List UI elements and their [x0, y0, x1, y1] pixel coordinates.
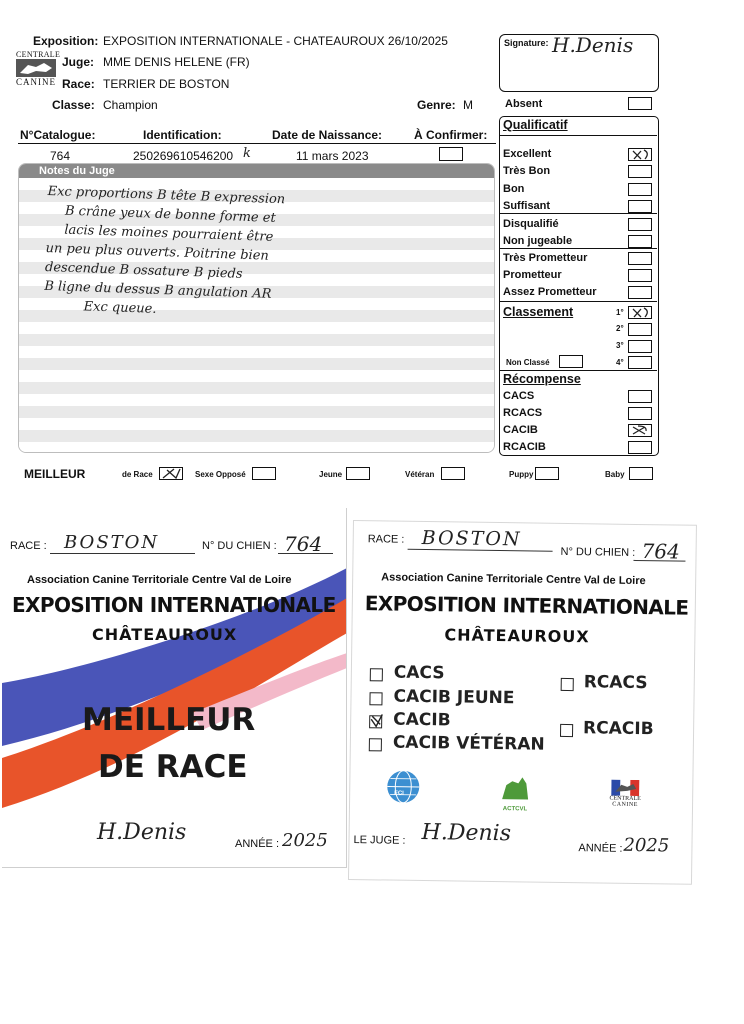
- qualif-bon-checkbox[interactable]: [628, 183, 652, 196]
- recomp-cacib-checkbox[interactable]: [628, 424, 652, 437]
- judge-signature: H.Denis: [552, 33, 634, 57]
- opt-rcacs-label: RCACS: [583, 672, 648, 694]
- dog-silhouette-icon: [498, 775, 532, 801]
- qualif-disqualifie-label: Disqualifié: [503, 218, 559, 230]
- opt-rcacib-label: RCACIB: [582, 718, 654, 740]
- tricolor-ribbon: [2, 508, 347, 868]
- recomp-cacs-checkbox[interactable]: [628, 390, 652, 403]
- card2-race-label: RACE :: [367, 533, 405, 546]
- recompense-title: Récompense: [503, 372, 581, 386]
- meilleur-baby-checkbox[interactable]: [629, 467, 653, 480]
- qualif-suffisant-checkbox[interactable]: [628, 200, 652, 213]
- recompense-card: [348, 520, 697, 885]
- place-4-checkbox[interactable]: [628, 356, 652, 369]
- qualif-tres-bon-checkbox[interactable]: [628, 165, 652, 178]
- qualif-suffisant-label: Suffisant: [503, 200, 551, 212]
- card1-award-line1: MEILLEUR: [82, 702, 256, 738]
- centrale-canine-logo: CENTRALE CANINE: [605, 780, 645, 815]
- card2-juge-signature: H.Denis: [421, 819, 512, 847]
- recomp-rcacs-checkbox[interactable]: [628, 407, 652, 420]
- card2-city: CHÂTEAUROUX: [444, 625, 590, 647]
- card1-annee-label: ANNÉE :: [235, 838, 280, 850]
- panel-divider: [500, 213, 657, 214]
- non-classe-checkbox[interactable]: [559, 355, 583, 368]
- centrale-canine-logo: CENTRALE CANINE: [16, 50, 61, 87]
- place-3-label: 3°: [616, 341, 624, 350]
- dog-head-icon: [16, 59, 56, 77]
- signature-label: Signature:: [504, 38, 549, 48]
- place-4-label: 4°: [616, 358, 624, 367]
- exposition-label: Exposition:: [33, 34, 99, 48]
- card2-chien-value: 764: [641, 539, 680, 564]
- qualif-tres-prometteur-checkbox[interactable]: [628, 252, 652, 265]
- recomp-rcacs-label: RCACS: [503, 407, 543, 419]
- classe-value: Champion: [103, 98, 158, 112]
- notes-handwriting: [43, 182, 487, 330]
- note-line: Exc proportions B tête B expression: [47, 183, 286, 208]
- card1-juge-label: LE JUGE :: [10, 838, 62, 850]
- opt-cacib-veteran-checkbox[interactable]: [369, 738, 382, 751]
- card2-chien-label: N° DU CHIEN :: [560, 545, 636, 559]
- card1-city: CHÂTEAUROUX: [92, 625, 238, 644]
- meilleur-jeune-checkbox[interactable]: [346, 467, 370, 480]
- genre-value: M: [463, 98, 473, 112]
- qualif-tres-bon-label: Très Bon: [503, 165, 551, 177]
- race-value: TERRIER DE BOSTON: [103, 77, 230, 91]
- check-mark-icon: [369, 713, 384, 728]
- qualif-non-jugeable-checkbox[interactable]: [628, 235, 652, 248]
- place-1-checkbox[interactable]: [628, 306, 652, 319]
- table-rule: [18, 143, 496, 144]
- card1-title: EXPOSITION INTERNATIONALE: [12, 593, 336, 617]
- card1-annee-value: 2025: [282, 830, 328, 851]
- race-label: Race:: [62, 77, 95, 91]
- recomp-cacib-label: CACIB: [503, 424, 538, 436]
- opt-cacib-label: CACIB: [393, 709, 451, 731]
- opt-rcacs-checkbox[interactable]: [561, 678, 574, 691]
- juge-label: Juge:: [62, 55, 95, 69]
- naissance-value: 11 mars 2023: [296, 149, 369, 163]
- recomp-rcacib-label: RCACIB: [503, 441, 546, 453]
- meilleur-jeune-label: Jeune: [319, 470, 343, 479]
- note-line: B crâne yeux de bonne forme et: [64, 203, 276, 226]
- card1-race-line: [50, 553, 195, 554]
- notes-title: Notes du Juge: [19, 164, 494, 178]
- qualif-excellent-label: Excellent: [503, 148, 552, 160]
- place-2-label: 2°: [616, 324, 624, 333]
- card1-chien-value: 764: [284, 532, 323, 556]
- card1-race-value: BOSTON: [64, 532, 160, 553]
- absent-label: Absent: [505, 98, 543, 110]
- check-mark-icon: [629, 307, 651, 318]
- meilleur-sexe-label: Sexe Opposé: [195, 470, 246, 479]
- meilleur-puppy-checkbox[interactable]: [535, 467, 559, 480]
- qualif-disqualifie-checkbox[interactable]: [628, 218, 652, 231]
- place-1-label: 1°: [616, 308, 624, 317]
- qualificatif-title: Qualificatif: [503, 118, 568, 132]
- qualif-assez-prometteur-label: Assez Prometteur: [503, 286, 597, 298]
- naissance-header: Date de Naissance:: [272, 128, 383, 142]
- panel-divider: [500, 370, 657, 371]
- meilleur-baby-label: Baby: [605, 470, 625, 479]
- confirmer-header: À Confirmer:: [414, 128, 488, 142]
- card2-annee-label: ANNÉE :: [578, 842, 623, 855]
- opt-rcacib-checkbox[interactable]: [560, 724, 573, 737]
- card1-chien-label: N° DU CHIEN :: [202, 540, 277, 552]
- opt-cacs-label: CACS: [393, 662, 445, 684]
- opt-cacs-checkbox[interactable]: [370, 668, 383, 681]
- meilleur-puppy-label: Puppy: [509, 470, 534, 479]
- flag-dog-icon: [611, 780, 639, 796]
- meilleur-race-label: de Race: [122, 470, 153, 479]
- globe-icon: [386, 769, 420, 803]
- identification-header: Identification:: [143, 128, 222, 142]
- panel-divider: [500, 301, 657, 302]
- card1-juge-signature: H.Denis: [97, 820, 187, 845]
- meilleur-sexe-checkbox[interactable]: [252, 467, 276, 480]
- card2-annee-value: 2025: [623, 834, 670, 857]
- identification-value: 250269610546200: [133, 149, 234, 163]
- meilleur-veteran-label: Vétéran: [405, 470, 435, 479]
- qualif-tres-prometteur-label: Très Prometteur: [503, 252, 588, 264]
- place-3-checkbox[interactable]: [628, 340, 652, 353]
- meilleur-race-checkbox[interactable]: [159, 467, 183, 480]
- check-mark-icon: [160, 468, 182, 479]
- qualif-prometteur-checkbox[interactable]: [628, 269, 652, 282]
- scoring-panel: [499, 116, 659, 456]
- recomp-cacs-label: CACS: [503, 390, 535, 402]
- non-classe-label: Non Classé: [506, 358, 550, 367]
- id-checkmark: k: [243, 146, 251, 161]
- catalogue-header: N°Catalogue:: [20, 128, 96, 142]
- genre-label: Genre:: [417, 98, 456, 112]
- note-line: Exc queue.: [83, 299, 157, 317]
- juge-value: MME DENIS HELENE (FR): [103, 55, 250, 69]
- fci-logo: FCI: [386, 769, 420, 803]
- note-line: lacis les moines pourraient être: [64, 222, 274, 245]
- classe-label: Classe:: [52, 98, 95, 112]
- meilleur-de-race-card: [2, 508, 347, 868]
- panel-divider: [500, 248, 657, 249]
- qualif-non-jugeable-label: Non jugeable: [503, 235, 573, 247]
- card1-chien-line: [278, 553, 333, 554]
- opt-cacib-checkbox[interactable]: [369, 715, 382, 728]
- meilleur-veteran-checkbox[interactable]: [441, 467, 465, 480]
- card2-title: EXPOSITION INTERNATIONALE: [364, 591, 689, 620]
- panel-divider: [500, 135, 657, 136]
- card1-association: Association Canine Territoriale Centre Val de Loire: [27, 574, 292, 586]
- signature-box: [499, 34, 659, 92]
- card1-race-label: RACE :: [10, 540, 47, 552]
- place-2-checkbox[interactable]: [628, 323, 652, 336]
- card2-race-value: BOSTON: [421, 526, 522, 551]
- catalogue-value: 764: [50, 149, 71, 163]
- opt-cacib-jeune-checkbox[interactable]: [369, 692, 382, 705]
- qualif-bon-label: Bon: [503, 183, 525, 195]
- qualif-assez-prometteur-checkbox[interactable]: [628, 286, 652, 299]
- opt-cacib-veteran-label: CACIB VÉTÉRAN: [392, 732, 545, 755]
- recomp-rcacib-checkbox[interactable]: [628, 441, 652, 454]
- actcvl-logo: ACTCVL: [498, 775, 532, 809]
- check-mark-icon: [629, 425, 651, 436]
- note-line: descendue B ossature B pieds: [44, 259, 243, 282]
- card1-award-line2: DE RACE: [98, 749, 248, 785]
- exposition-value: EXPOSITION INTERNATIONALE - CHATEAUROUX 26/10/2025: [103, 34, 448, 48]
- note-line: B ligne du dessus B angulation AR: [44, 278, 272, 302]
- qualif-excellent-checkbox[interactable]: [628, 148, 652, 161]
- qualif-prometteur-label: Prometteur: [503, 269, 562, 281]
- card2-race-line: [408, 549, 553, 552]
- card2-association: Association Canine Territoriale Centre Val de Loire: [381, 571, 646, 588]
- confirmer-checkbox[interactable]: [439, 147, 463, 161]
- absent-checkbox[interactable]: [628, 97, 652, 110]
- classement-title: Classement: [503, 305, 574, 319]
- opt-cacib-jeune-label: CACIB JEUNE: [393, 686, 515, 709]
- check-mark-icon: [629, 149, 651, 160]
- note-line: un peu plus ouverts. Poitrine bien: [45, 240, 270, 264]
- card2-juge-label: LE JUGE :: [353, 834, 406, 847]
- meilleur-label: MEILLEUR: [24, 467, 86, 481]
